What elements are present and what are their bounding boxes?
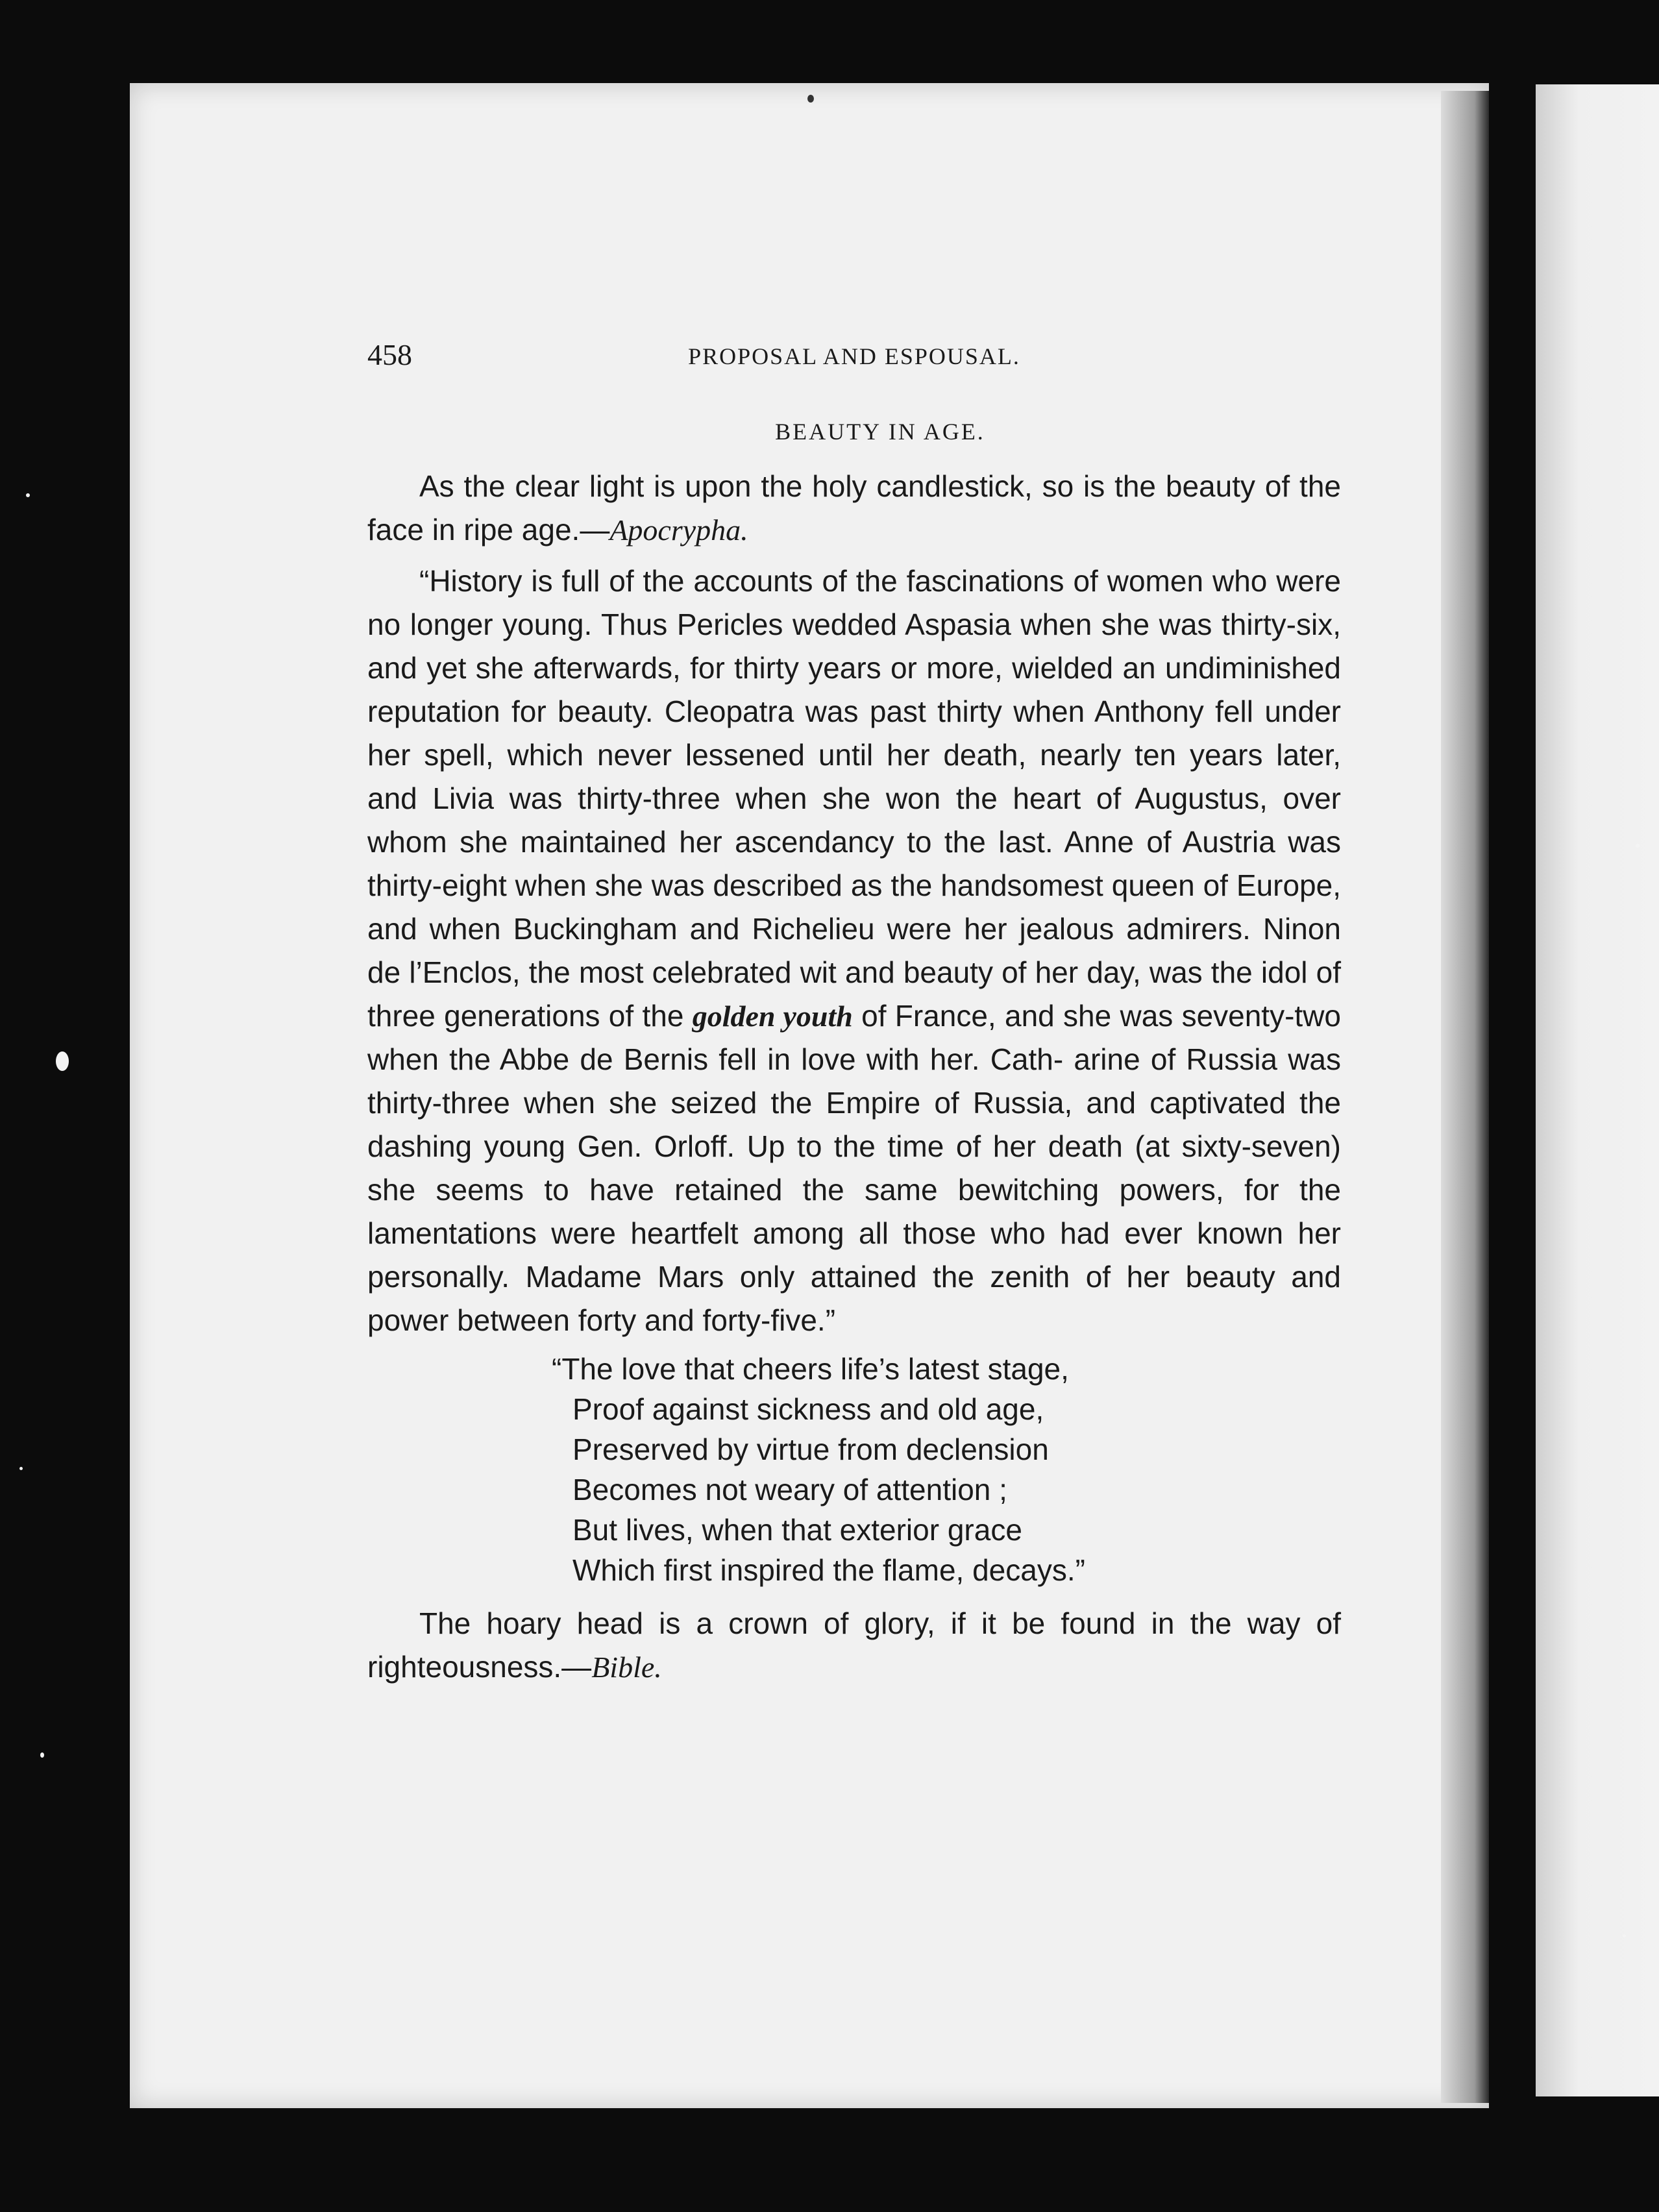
paragraph-line: until her death, nearly ten years later, and Livia was thirty-three <box>367 738 1341 815</box>
paragraph-line: who were no longer young. Thus Pericles wedded Aspasia when <box>367 564 1342 641</box>
verse-quotation <box>552 1349 1341 1590</box>
scan-speck <box>1623 1934 1626 1937</box>
scan-speck <box>19 1467 23 1470</box>
paragraph-line: she was described as the handsomest queen of Europe, and when <box>367 868 1341 946</box>
paragraph-line: all those who had ever known her personally. Madame Mars only <box>367 1216 1341 1294</box>
page-content <box>367 338 1341 1689</box>
verse-line: “The love that cheers life’s latest stage, <box>552 1352 1069 1386</box>
paragraph-line: of France, and she was <box>852 999 1174 1033</box>
paragraph-line: she was thirty-six, and yet she afterwards, for thirty years or more, <box>367 608 1341 685</box>
paragraph-line: same bewitching powers, for the lamentations were heartfelt among <box>367 1173 1342 1250</box>
running-head-title: PROPOSAL AND ESPOUSAL. <box>688 343 1020 369</box>
paragraph-line: of the face in ripe age.— <box>367 469 1342 547</box>
paragraph-history <box>367 559 1341 1342</box>
paragraph-line: seventy-two when the Abbe de Bernis fell in love with her. Cath- <box>367 999 1341 1076</box>
italic-phrase: golden youth <box>692 1000 853 1033</box>
paragraph-line: wielded an undiminished reputation for beauty. Cleopatra was <box>367 651 1342 728</box>
verse-line: Becomes not weary of attention ; <box>572 1473 1007 1506</box>
facing-page-edge <box>1536 84 1659 2096</box>
scan-speck <box>807 95 814 103</box>
section-title: BEAUTY IN AGE. <box>775 419 985 445</box>
paragraph-line: idol of three generations of the <box>367 955 1342 1033</box>
paragraph-line: when she won the heart of Augustus, over whom she maintained <box>367 781 1341 859</box>
paragraph-line: time of her death (at sixty-seven) she seems to have retained the <box>367 1129 1341 1207</box>
scan-speck <box>56 1051 69 1071</box>
running-head <box>367 338 1341 383</box>
scan-speck <box>1636 844 1640 848</box>
paragraph-line: attained the zenith of her beauty and power between forty and <box>367 1260 1341 1337</box>
paragraph-line: Buckingham and Richelieu were her jealous admirers. Ninon de <box>367 912 1342 989</box>
paragraph-line: arine of Russia was thirty-three when she seized the Empire of <box>367 1042 1341 1120</box>
verse-line: Proof against sickness and old age, <box>572 1392 1044 1426</box>
page-number: 458 <box>367 338 412 371</box>
paragraph-bible <box>367 1602 1341 1689</box>
attribution: Apocrypha. <box>609 513 748 547</box>
verse-line: Which first inspired the flame, decays.” <box>572 1553 1085 1587</box>
paragraph-line: As the clear light is upon the holy candlestick, so is the beauty <box>419 469 1255 503</box>
paragraph-line: l’Enclos, the most celebrated wit and beauty of her day, was the <box>409 955 1253 989</box>
paragraph-line: her ascendancy to the last. Anne of Austria was thirty-eight when <box>367 825 1342 902</box>
paragraph-line: forty-five.” <box>702 1303 836 1337</box>
verse-line: But lives, when that exterior grace <box>572 1513 1022 1547</box>
verse-line: Preserved by virtue from declension <box>572 1432 1049 1466</box>
paragraph-line: righteousness.— <box>367 1650 592 1684</box>
paragraph-line: The hoary head is a crown of glory, if it be found in the way of <box>419 1606 1341 1640</box>
scan-speck <box>40 1752 44 1758</box>
paragraph-line: Russia, and captivated the dashing young Gen. Orloff. Up to the <box>367 1086 1341 1163</box>
attribution: Bible. <box>591 1651 662 1684</box>
paragraph-line: “History is full of the accounts of the fascinations of women <box>419 564 1204 598</box>
paragraph-apocrypha <box>367 465 1341 552</box>
page-gutter-shadow <box>1441 91 1489 2103</box>
scan-speck <box>26 493 30 497</box>
paragraph-line: past thirty when Anthony fell under her spell, which never lessened <box>367 694 1341 772</box>
